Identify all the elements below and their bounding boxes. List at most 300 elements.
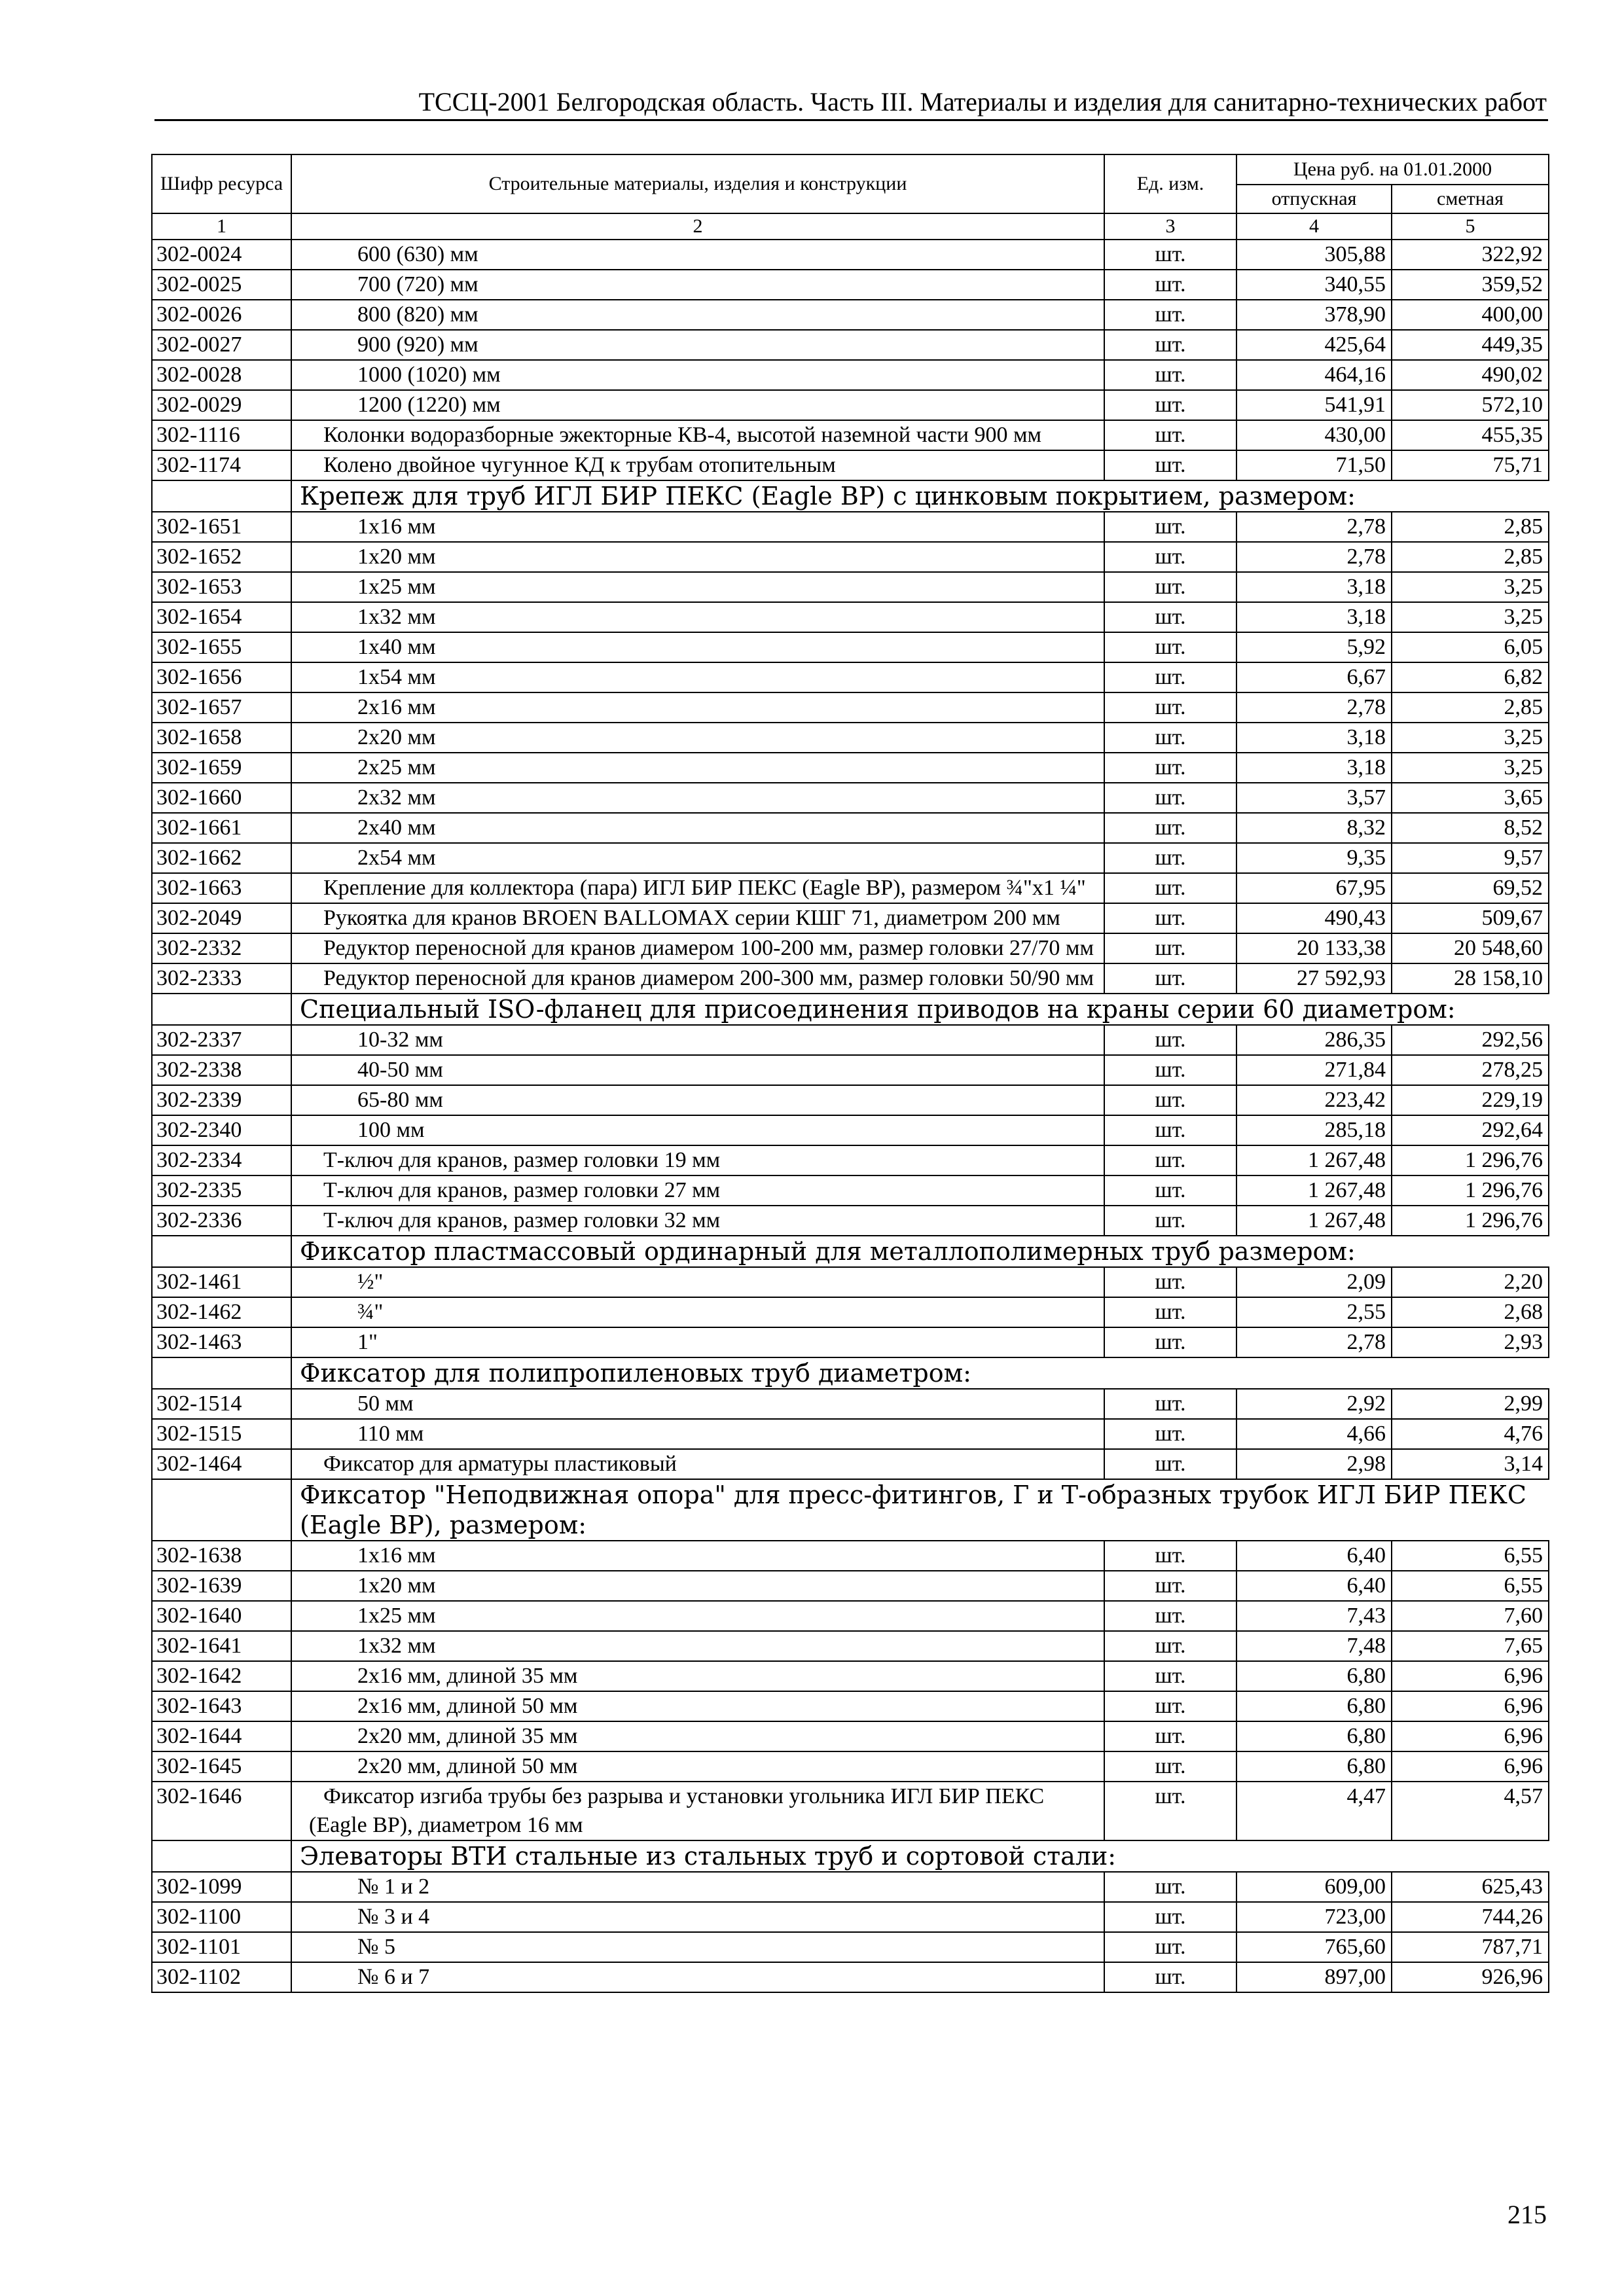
resource-code: 302-1662 — [152, 843, 291, 873]
release-price: 3,18 — [1236, 753, 1392, 783]
section-heading-row — [152, 1479, 1549, 1541]
release-price: 609,00 — [1236, 1872, 1392, 1902]
unit: шт. — [1104, 843, 1236, 873]
resource-code: 302-0025 — [152, 270, 291, 300]
estimate-price: 455,35 — [1392, 420, 1549, 450]
resource-code: 302-1641 — [152, 1631, 291, 1661]
table-row — [152, 963, 1549, 994]
section-heading-row — [152, 994, 1549, 1025]
table-row — [152, 723, 1549, 753]
unit: шт. — [1104, 572, 1236, 602]
unit: шт. — [1104, 1571, 1236, 1601]
release-price: 9,35 — [1236, 843, 1392, 873]
material-name: 1х20 мм — [291, 542, 1104, 572]
table-row — [152, 360, 1549, 390]
table-row — [152, 542, 1549, 572]
estimate-price: 2,85 — [1392, 512, 1549, 542]
unit: шт. — [1104, 240, 1236, 270]
unit: шт. — [1104, 753, 1236, 783]
section-code-cell — [152, 1840, 291, 1872]
estimate-price: 6,96 — [1392, 1751, 1549, 1782]
material-name: 1000 (1020) мм — [291, 360, 1104, 390]
material-name: 1" — [291, 1327, 1104, 1357]
release-price: 67,95 — [1236, 873, 1392, 903]
release-price: 723,00 — [1236, 1902, 1392, 1932]
resource-code: 302-2340 — [152, 1115, 291, 1145]
material-name: 800 (820) мм — [291, 300, 1104, 330]
estimate-price: 787,71 — [1392, 1932, 1549, 1962]
release-price: 340,55 — [1236, 270, 1392, 300]
material-name: Редуктор переносной для кранов диамером 100-200 мм, размер головки 27/70 мм — [291, 933, 1104, 963]
resource-code: 302-1655 — [152, 632, 291, 662]
release-price: 20 133,38 — [1236, 933, 1392, 963]
estimate-price: 278,25 — [1392, 1055, 1549, 1085]
table-body — [152, 240, 1549, 1992]
material-name: № 6 и 7 — [291, 1962, 1104, 1992]
unit: шт. — [1104, 420, 1236, 450]
running-header — [154, 84, 1548, 121]
release-price: 71,50 — [1236, 450, 1392, 480]
unit: шт. — [1104, 1267, 1236, 1297]
release-price: 1 267,48 — [1236, 1145, 1392, 1175]
estimate-price: 75,71 — [1392, 450, 1549, 480]
release-price: 2,55 — [1236, 1297, 1392, 1327]
table-row — [152, 1327, 1549, 1357]
resource-code: 302-1651 — [152, 512, 291, 542]
estimate-price: 3,14 — [1392, 1449, 1549, 1479]
estimate-price: 1 296,76 — [1392, 1145, 1549, 1175]
table-row — [152, 390, 1549, 420]
table-row — [152, 1267, 1549, 1297]
material-name: 2х32 мм — [291, 783, 1104, 813]
estimate-price: 3,25 — [1392, 723, 1549, 753]
header-code: Шифр ресурса — [152, 154, 291, 213]
material-name: 50 мм — [291, 1389, 1104, 1419]
estimate-price: 9,57 — [1392, 843, 1549, 873]
resource-code: 302-2337 — [152, 1025, 291, 1055]
section-heading-row — [152, 1236, 1549, 1267]
estimate-price: 2,20 — [1392, 1267, 1549, 1297]
estimate-price: 292,56 — [1392, 1025, 1549, 1055]
resource-code: 302-1652 — [152, 542, 291, 572]
estimate-price: 509,67 — [1392, 903, 1549, 933]
resource-code: 302-1643 — [152, 1691, 291, 1721]
resource-code: 302-1659 — [152, 753, 291, 783]
unit: шт. — [1104, 1389, 1236, 1419]
unit: шт. — [1104, 300, 1236, 330]
resource-code: 302-1101 — [152, 1932, 291, 1962]
resource-code: 302-1646 — [152, 1782, 291, 1840]
table-row — [152, 1872, 1549, 1902]
resource-code: 302-1645 — [152, 1751, 291, 1782]
estimate-price: 229,19 — [1392, 1085, 1549, 1115]
release-price: 3,18 — [1236, 572, 1392, 602]
page-number: 215 — [1507, 2200, 1547, 2229]
resource-code: 302-0026 — [152, 300, 291, 330]
estimate-price: 490,02 — [1392, 360, 1549, 390]
estimate-price: 4,76 — [1392, 1419, 1549, 1449]
section-code-cell — [152, 994, 291, 1025]
estimate-price: 3,25 — [1392, 602, 1549, 632]
unit: шт. — [1104, 1782, 1236, 1840]
table-row — [152, 1297, 1549, 1327]
material-name: № 3 и 4 — [291, 1902, 1104, 1932]
estimate-price: 625,43 — [1392, 1872, 1549, 1902]
material-name: 2х16 мм, длиной 50 мм — [291, 1691, 1104, 1721]
release-price: 541,91 — [1236, 390, 1392, 420]
material-name: 1х25 мм — [291, 1601, 1104, 1631]
unit: шт. — [1104, 1025, 1236, 1055]
unit: шт. — [1104, 632, 1236, 662]
material-name: 40-50 мм — [291, 1055, 1104, 1085]
unit: шт. — [1104, 1085, 1236, 1115]
resource-code: 302-1656 — [152, 662, 291, 692]
material-name: Колонки водоразборные эжекторные КВ-4, высотой наземной части 900 мм — [291, 420, 1104, 450]
table-row — [152, 933, 1549, 963]
unit: шт. — [1104, 662, 1236, 692]
table-row — [152, 1085, 1549, 1115]
resource-code: 302-1653 — [152, 572, 291, 602]
unit: шт. — [1104, 1902, 1236, 1932]
material-name: Т-ключ для кранов, размер головки 19 мм — [291, 1145, 1104, 1175]
unit: шт. — [1104, 1751, 1236, 1782]
estimate-price: 572,10 — [1392, 390, 1549, 420]
material-name: ½" — [291, 1267, 1104, 1297]
header-price: Цена руб. на 01.01.2000 — [1236, 154, 1549, 185]
header-estimate-price: сметная — [1392, 185, 1549, 213]
material-name: Т-ключ для кранов, размер головки 32 мм — [291, 1206, 1104, 1236]
table-row — [152, 512, 1549, 542]
release-price: 2,78 — [1236, 1327, 1392, 1357]
estimate-price: 6,82 — [1392, 662, 1549, 692]
unit: шт. — [1104, 903, 1236, 933]
unit: шт. — [1104, 330, 1236, 360]
estimate-price: 359,52 — [1392, 270, 1549, 300]
release-price: 6,40 — [1236, 1571, 1392, 1601]
estimate-price: 1 296,76 — [1392, 1175, 1549, 1206]
resource-code: 302-1116 — [152, 420, 291, 450]
resource-code: 302-1464 — [152, 1449, 291, 1479]
release-price: 430,00 — [1236, 420, 1392, 450]
release-price: 8,32 — [1236, 813, 1392, 843]
resource-code: 302-1463 — [152, 1327, 291, 1357]
unit: шт. — [1104, 1297, 1236, 1327]
material-name: 900 (920) мм — [291, 330, 1104, 360]
unit: шт. — [1104, 512, 1236, 542]
resource-code: 302-2335 — [152, 1175, 291, 1206]
resource-code: 302-1658 — [152, 723, 291, 753]
unit: шт. — [1104, 1661, 1236, 1691]
table-row — [152, 813, 1549, 843]
release-price: 27 592,93 — [1236, 963, 1392, 994]
release-price: 765,60 — [1236, 1932, 1392, 1962]
release-price: 6,80 — [1236, 1751, 1392, 1782]
unit: шт. — [1104, 1601, 1236, 1631]
unit: шт. — [1104, 963, 1236, 994]
unit: шт. — [1104, 1932, 1236, 1962]
material-name: 1х16 мм — [291, 512, 1104, 542]
unit: шт. — [1104, 783, 1236, 813]
estimate-price: 3,25 — [1392, 572, 1549, 602]
resource-code: 302-0028 — [152, 360, 291, 390]
material-name: Т-ключ для кранов, размер головки 27 мм — [291, 1175, 1104, 1206]
release-price: 6,80 — [1236, 1721, 1392, 1751]
release-price: 6,80 — [1236, 1691, 1392, 1721]
column-number: 3 — [1104, 213, 1236, 240]
price-table — [151, 154, 1549, 1993]
table-row — [152, 1782, 1549, 1840]
table-row — [152, 783, 1549, 813]
table-row — [152, 1631, 1549, 1661]
unit: шт. — [1104, 1962, 1236, 1992]
table-row — [152, 843, 1549, 873]
unit: шт. — [1104, 1449, 1236, 1479]
unit: шт. — [1104, 1115, 1236, 1145]
release-price: 2,78 — [1236, 512, 1392, 542]
section-code-cell — [152, 1479, 291, 1541]
material-name: Фиксатор изгиба трубы без разрыва и установки угольника ИГЛ БИР ПЕКС (Eagle BP), диаметром 16 мм — [291, 1782, 1104, 1840]
table-row — [152, 632, 1549, 662]
release-price: 6,80 — [1236, 1661, 1392, 1691]
resource-code: 302-1462 — [152, 1297, 291, 1327]
unit: шт. — [1104, 390, 1236, 420]
table-row — [152, 572, 1549, 602]
table-row — [152, 1449, 1549, 1479]
resource-code: 302-1174 — [152, 450, 291, 480]
estimate-price: 4,57 — [1392, 1782, 1549, 1840]
material-name: Фиксатор для арматуры пластиковый — [291, 1449, 1104, 1479]
table-row — [152, 692, 1549, 723]
material-name: 1х32 мм — [291, 602, 1104, 632]
table-row — [152, 1571, 1549, 1601]
table-row — [152, 1025, 1549, 1055]
material-name: № 5 — [291, 1932, 1104, 1962]
section-heading: Элеваторы ВТИ стальные из стальных труб и сортовой стали: — [291, 1840, 1549, 1872]
resource-code: 302-1102 — [152, 1962, 291, 1992]
material-name: 1х40 мм — [291, 632, 1104, 662]
material-name: ¾" — [291, 1297, 1104, 1327]
header-name: Строительные материалы, изделия и конструкции — [291, 154, 1104, 213]
table-row — [152, 1661, 1549, 1691]
material-name: 2х16 мм, длиной 35 мм — [291, 1661, 1104, 1691]
unit: шт. — [1104, 723, 1236, 753]
table-row — [152, 1115, 1549, 1145]
resource-code: 302-1663 — [152, 873, 291, 903]
resource-code: 302-1657 — [152, 692, 291, 723]
resource-code: 302-2334 — [152, 1145, 291, 1175]
material-name: Редуктор переносной для кранов диамером 200-300 мм, размер головки 50/90 мм — [291, 963, 1104, 994]
estimate-price: 6,55 — [1392, 1571, 1549, 1601]
unit: шт. — [1104, 602, 1236, 632]
release-price: 378,90 — [1236, 300, 1392, 330]
resource-code: 302-0027 — [152, 330, 291, 360]
release-price: 2,98 — [1236, 1449, 1392, 1479]
table-row — [152, 420, 1549, 450]
material-name: 1х54 мм — [291, 662, 1104, 692]
release-price: 4,47 — [1236, 1782, 1392, 1840]
material-name: № 1 и 2 — [291, 1872, 1104, 1902]
resource-code: 302-2332 — [152, 933, 291, 963]
material-name: 700 (720) мм — [291, 270, 1104, 300]
resource-code: 302-2339 — [152, 1085, 291, 1115]
estimate-price: 292,64 — [1392, 1115, 1549, 1145]
material-name: 600 (630) мм — [291, 240, 1104, 270]
table-row — [152, 873, 1549, 903]
release-price: 285,18 — [1236, 1115, 1392, 1145]
header-unit: Ед. изм. — [1104, 154, 1236, 213]
section-heading: Фиксатор пластмассовый ординарный для металлополимерных труб размером: — [291, 1236, 1549, 1267]
release-price: 7,48 — [1236, 1631, 1392, 1661]
material-name: 2х20 мм — [291, 723, 1104, 753]
estimate-price: 6,96 — [1392, 1691, 1549, 1721]
estimate-price: 7,60 — [1392, 1601, 1549, 1631]
release-price: 2,78 — [1236, 542, 1392, 572]
unit: шт. — [1104, 1721, 1236, 1751]
table-row — [152, 240, 1549, 270]
section-heading-row — [152, 1357, 1549, 1389]
material-name: 2х16 мм — [291, 692, 1104, 723]
unit: шт. — [1104, 1631, 1236, 1661]
estimate-price: 3,25 — [1392, 753, 1549, 783]
material-name: 100 мм — [291, 1115, 1104, 1145]
material-name: Рукоятка для кранов BROEN BALLOMAX серии КШГ 71, диаметром 200 мм — [291, 903, 1104, 933]
resource-code: 302-0024 — [152, 240, 291, 270]
material-name: 1х25 мм — [291, 572, 1104, 602]
release-price: 3,18 — [1236, 723, 1392, 753]
column-number: 1 — [152, 213, 291, 240]
material-name: 110 мм — [291, 1419, 1104, 1449]
resource-code: 302-2336 — [152, 1206, 291, 1236]
estimate-price: 8,52 — [1392, 813, 1549, 843]
table-row — [152, 330, 1549, 360]
header-release-price: отпускная — [1236, 185, 1392, 213]
resource-code: 302-1638 — [152, 1541, 291, 1571]
release-price: 7,43 — [1236, 1601, 1392, 1631]
unit: шт. — [1104, 360, 1236, 390]
material-name: 2х20 мм, длиной 35 мм — [291, 1721, 1104, 1751]
release-price: 3,57 — [1236, 783, 1392, 813]
material-name: 2х54 мм — [291, 843, 1104, 873]
unit: шт. — [1104, 450, 1236, 480]
material-name: Колено двойное чугунное КД к трубам отопительным — [291, 450, 1104, 480]
table-row — [152, 1145, 1549, 1175]
release-price: 2,09 — [1236, 1267, 1392, 1297]
table-row — [152, 602, 1549, 632]
table-row — [152, 1932, 1549, 1962]
unit: шт. — [1104, 1175, 1236, 1206]
release-price: 2,78 — [1236, 692, 1392, 723]
estimate-price: 3,65 — [1392, 783, 1549, 813]
resource-code: 302-1515 — [152, 1419, 291, 1449]
unit: шт. — [1104, 1145, 1236, 1175]
table-row — [152, 1601, 1549, 1631]
estimate-price: 6,96 — [1392, 1721, 1549, 1751]
estimate-price: 1 296,76 — [1392, 1206, 1549, 1236]
resource-code: 302-2338 — [152, 1055, 291, 1085]
table-row — [152, 1206, 1549, 1236]
table-row — [152, 1055, 1549, 1085]
unit: шт. — [1104, 1327, 1236, 1357]
release-price: 1 267,48 — [1236, 1206, 1392, 1236]
estimate-price: 6,05 — [1392, 632, 1549, 662]
resource-code: 302-0029 — [152, 390, 291, 420]
release-price: 425,64 — [1236, 330, 1392, 360]
estimate-price: 20 548,60 — [1392, 933, 1549, 963]
release-price: 1 267,48 — [1236, 1175, 1392, 1206]
material-name: 1х20 мм — [291, 1571, 1104, 1601]
estimate-price: 926,96 — [1392, 1962, 1549, 1992]
table-row — [152, 300, 1549, 330]
header-title: ТССЦ-2001 Белгородская область. Часть III. Материалы и изделия для санитарно-технических работ — [418, 87, 1547, 117]
resource-code: 302-1099 — [152, 1872, 291, 1902]
table-row — [152, 270, 1549, 300]
release-price: 3,18 — [1236, 602, 1392, 632]
unit: шт. — [1104, 933, 1236, 963]
material-name: Крепление для коллектора (пара) ИГЛ БИР ПЕКС (Eagle BP), размером ¾"х1 ¼" — [291, 873, 1104, 903]
release-price: 490,43 — [1236, 903, 1392, 933]
release-price: 6,67 — [1236, 662, 1392, 692]
release-price: 286,35 — [1236, 1025, 1392, 1055]
resource-code: 302-1514 — [152, 1389, 291, 1419]
resource-code: 302-1640 — [152, 1601, 291, 1631]
resource-code: 302-1654 — [152, 602, 291, 632]
release-price: 223,42 — [1236, 1085, 1392, 1115]
table-row — [152, 1541, 1549, 1571]
material-name: 2х40 мм — [291, 813, 1104, 843]
resource-code: 302-2333 — [152, 963, 291, 994]
unit: шт. — [1104, 270, 1236, 300]
unit: шт. — [1104, 1419, 1236, 1449]
resource-code: 302-1642 — [152, 1661, 291, 1691]
estimate-price: 2,93 — [1392, 1327, 1549, 1357]
resource-code: 302-2049 — [152, 903, 291, 933]
material-name: 65-80 мм — [291, 1085, 1104, 1115]
estimate-price: 7,65 — [1392, 1631, 1549, 1661]
table-row — [152, 1691, 1549, 1721]
release-price: 897,00 — [1236, 1962, 1392, 1992]
release-price: 2,92 — [1236, 1389, 1392, 1419]
estimate-price: 6,96 — [1392, 1661, 1549, 1691]
section-heading: Фиксатор "Неподвижная опора" для пресс-фитингов, Г и Т-образных трубок ИГЛ БИР ПЕКС (Eagle BP), размером: — [291, 1479, 1549, 1541]
table-row — [152, 450, 1549, 480]
estimate-price: 744,26 — [1392, 1902, 1549, 1932]
column-number: 5 — [1392, 213, 1549, 240]
unit: шт. — [1104, 813, 1236, 843]
unit: шт. — [1104, 1541, 1236, 1571]
estimate-price: 449,35 — [1392, 330, 1549, 360]
estimate-price: 2,85 — [1392, 692, 1549, 723]
estimate-price: 2,68 — [1392, 1297, 1549, 1327]
table-row — [152, 1419, 1549, 1449]
release-price: 4,66 — [1236, 1419, 1392, 1449]
unit: шт. — [1104, 1206, 1236, 1236]
unit: шт. — [1104, 1055, 1236, 1085]
table-row — [152, 1962, 1549, 1992]
section-heading: Крепеж для труб ИГЛ БИР ПЕКС (Eagle BP) с цинковым покрытием, размером: — [291, 480, 1549, 512]
unit: шт. — [1104, 873, 1236, 903]
estimate-price: 28 158,10 — [1392, 963, 1549, 994]
table-row — [152, 1175, 1549, 1206]
estimate-price: 6,55 — [1392, 1541, 1549, 1571]
section-code-cell — [152, 1236, 291, 1267]
estimate-price: 69,52 — [1392, 873, 1549, 903]
resource-code: 302-1661 — [152, 813, 291, 843]
table-row — [152, 753, 1549, 783]
release-price: 464,16 — [1236, 360, 1392, 390]
material-name: 1х32 мм — [291, 1631, 1104, 1661]
resource-code: 302-1644 — [152, 1721, 291, 1751]
table-row — [152, 1721, 1549, 1751]
